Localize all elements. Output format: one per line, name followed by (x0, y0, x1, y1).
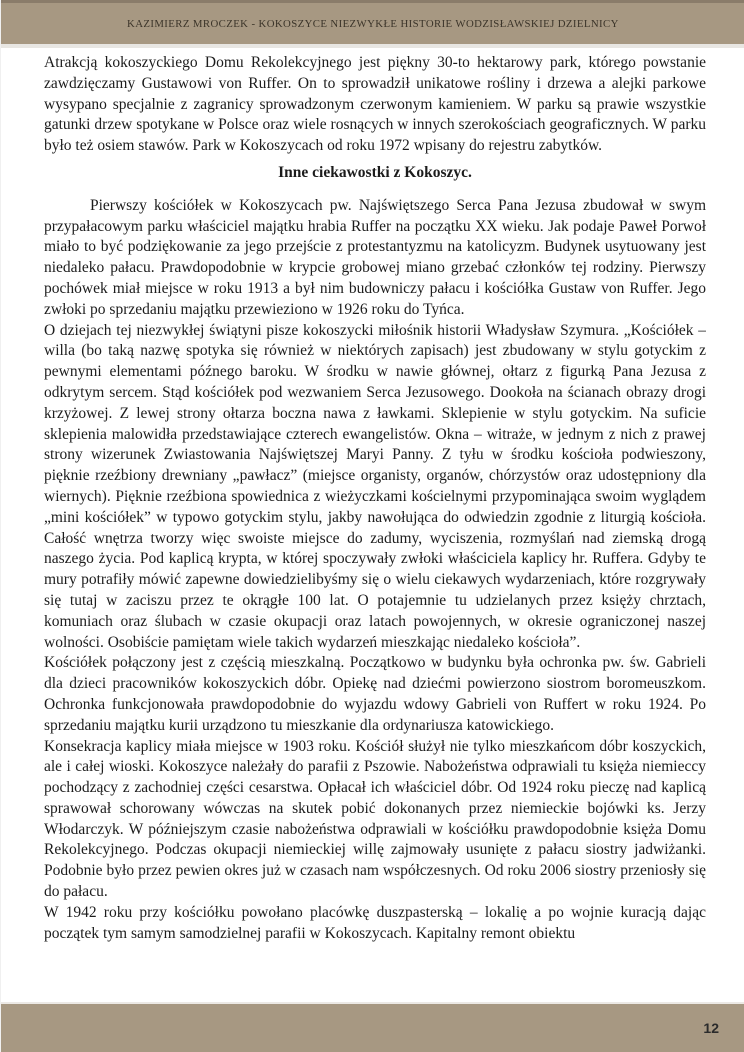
page-body (44, 53, 706, 990)
paragraph-intro: Atrakcją kokoszyckiego Domu Rekolekcyjnego jest piękny 30-to hektarowy park, którego powstanie zawdzięczamy Gustawowi von Ruffer. On to sprowadził unikatowe rośliny i drzewa a alejki parkowe wysypano specjalnie z zagranicy sprowadzonym czerwonym kamieniem. W parku są prawie wszystkie gatunki drzew spotykane w Polsce oraz wiele rosnących w innych szerokościach geograficznych. W parku było też osiem stawów. Park w Kokoszycach od roku 1972 wpisany do rejestru zabytków. (44, 54, 706, 155)
paragraph: Konsekracja kaplicy miała miejsce w 1903 roku. Kościół służył nie tylko mieszkańcom dóbr koszyckich, ale i całej wioski. Kokoszyce należały do parafii z Pszowie. Nabożeństwa odprawiali tu księża niemieccy pochodzący z zachodniej części cesarstwa. Opłacał ich właściciel dóbr. Od 1924 roku pieczę nad kaplicą sprawował schorowany wówczas na skutek pobić dokonanych przez niemieckie bojówki ks. Jerzy Włodarczyk. W późniejszym czasie nabożeństwa odprawiali w kościółku prawdopodobnie księża Domu Rekolekcyjnego. Podczas okupacji niemieckiej willę zajmowały usunięte z pałacu siostry jadwiżanki. Podobnie było przez pewien okres już w czasach nam współczesnych. Od roku 2006 siostry przeniosły się do pałacu. (44, 737, 706, 901)
paragraph: Kościółek połączony jest z częścią mieszkalną. Początkowo w budynku była ochronka pw. św. Gabrieli dla dzieci pracowników kokoszyckich dóbr. Opiekę nad dziećmi powierzono siostrom boromeuszkom. Ochronka funkcjonowała prawdopodobnie do wyjazdu wdowy Gabrieli von Ruffert w roku 1924. Po sprzedaniu majątku kurii urządzono tu mieszkanie dla ordynariusza katowickiego. (44, 654, 706, 734)
page-number: 12 (703, 1020, 719, 1036)
running-header-title: KAZIMIERZ MROCZEK - KOKOSZYCE NIEZWYKŁE HISTORIE WODZISŁAWSKIEJ DZIELNICY (127, 17, 619, 30)
page-footer-band (1, 1002, 744, 1052)
section-heading: Inne ciekawostki z Kokoszyc. (278, 163, 472, 181)
paragraph: Pierwszy kościółek w Kokoszycach pw. Najświętszego Serca Pana Jezusa zbudował w swym przypałacowym parku właściciel majątku hrabia Ruffer na początku XX wieku. Jak podaje Paweł Porwoł miało to być podziękowanie za jego przejście z protestantyzmu na katolicyzm. Budynek usytuowany jest niedaleko pałacu. Prawdopodobnie w krypcie grobowej miano grzebać członków tej rodziny. Pierwszy pochówek miał miejsce w roku 1913 a był nim budowniczy pałacu i kościółka Gustaw von Ruffer. Jego zwłoki po sprzedaniu majątku przewieziono w 1926 roku do Tyńca. (44, 196, 706, 318)
paragraph: W 1942 roku przy kościółku powołano placówkę duszpasterską – lokalię a po wojnie kuracją dając początek tym samym samodzielnej parafii w Kokoszycach. Kapitalny remont obiektu (44, 903, 706, 942)
paragraph: O dziejach tej niezwykłej świątyni pisze kokoszycki miłośnik historii Władysław Szymura. „Kościółek – willa (bo taką nazwę spotyka się również w niektórych zapisach) jest zbudowany w stylu gotyckim z pewnymi elementami późnego baroku. W środku w nawie głównej, ołtarz z figurką Pana Jezusa z odkrytym sercem. Stąd kościółek pod wezwaniem Serca Jezusowego. Dookoła na ścianach obrazy drogi krzyżowej. Z lewej strony ołtarza boczna nawa z ławkami. Sklepienie w stylu gotyckim. Na suficie sklepienia malowidła przedstawiające czterech ewangelistów. Okna – witraże, w jednym z nich z prawej strony wizerunek Zwiastowania Najświętszej Maryi Panny. Z tyłu w środku kościoła podwieszony, pięknie rzeźbiony drewniany „pawłacz” (miejsce organisty, organów, chórzystów oraz udostępniony dla wiernych). Pięknie rzeźbiona spowiednica z wieżyczkami kościelnymi przypominająca swoim wyglądem „mini kościółek” w typowo gotyckim stylu, jakby nawołująca do odwiedzin zgodnie z liturgią kościoła. Całość wnętrza tworzy więc swoiste miejsce do zadumy, wyciszenia, rozmyślań nad ziemską drogą naszego życia. Pod kaplicą krypta, w której spoczywały zwłoki właściciela kaplicy hr. Ruffera. Gdyby te mury potrafiły mówić zapewne dowiedzielibyśmy się o wielu ciekawych wydarzeniach, które rozgrywały się tutaj w zaciszu przez te okrągłe 100 lat. O potajemnie tu udzielanych przez księży chrztach, komuniach oraz ślubach w czasie okupacji oraz latach powojennych, w okresie ograniczonej naszej wolności. Osobiście pamiętam wiele takich wydarzeń mieszkając niedaleko kościoła”. (44, 321, 706, 651)
page-header-band (1, 0, 744, 48)
